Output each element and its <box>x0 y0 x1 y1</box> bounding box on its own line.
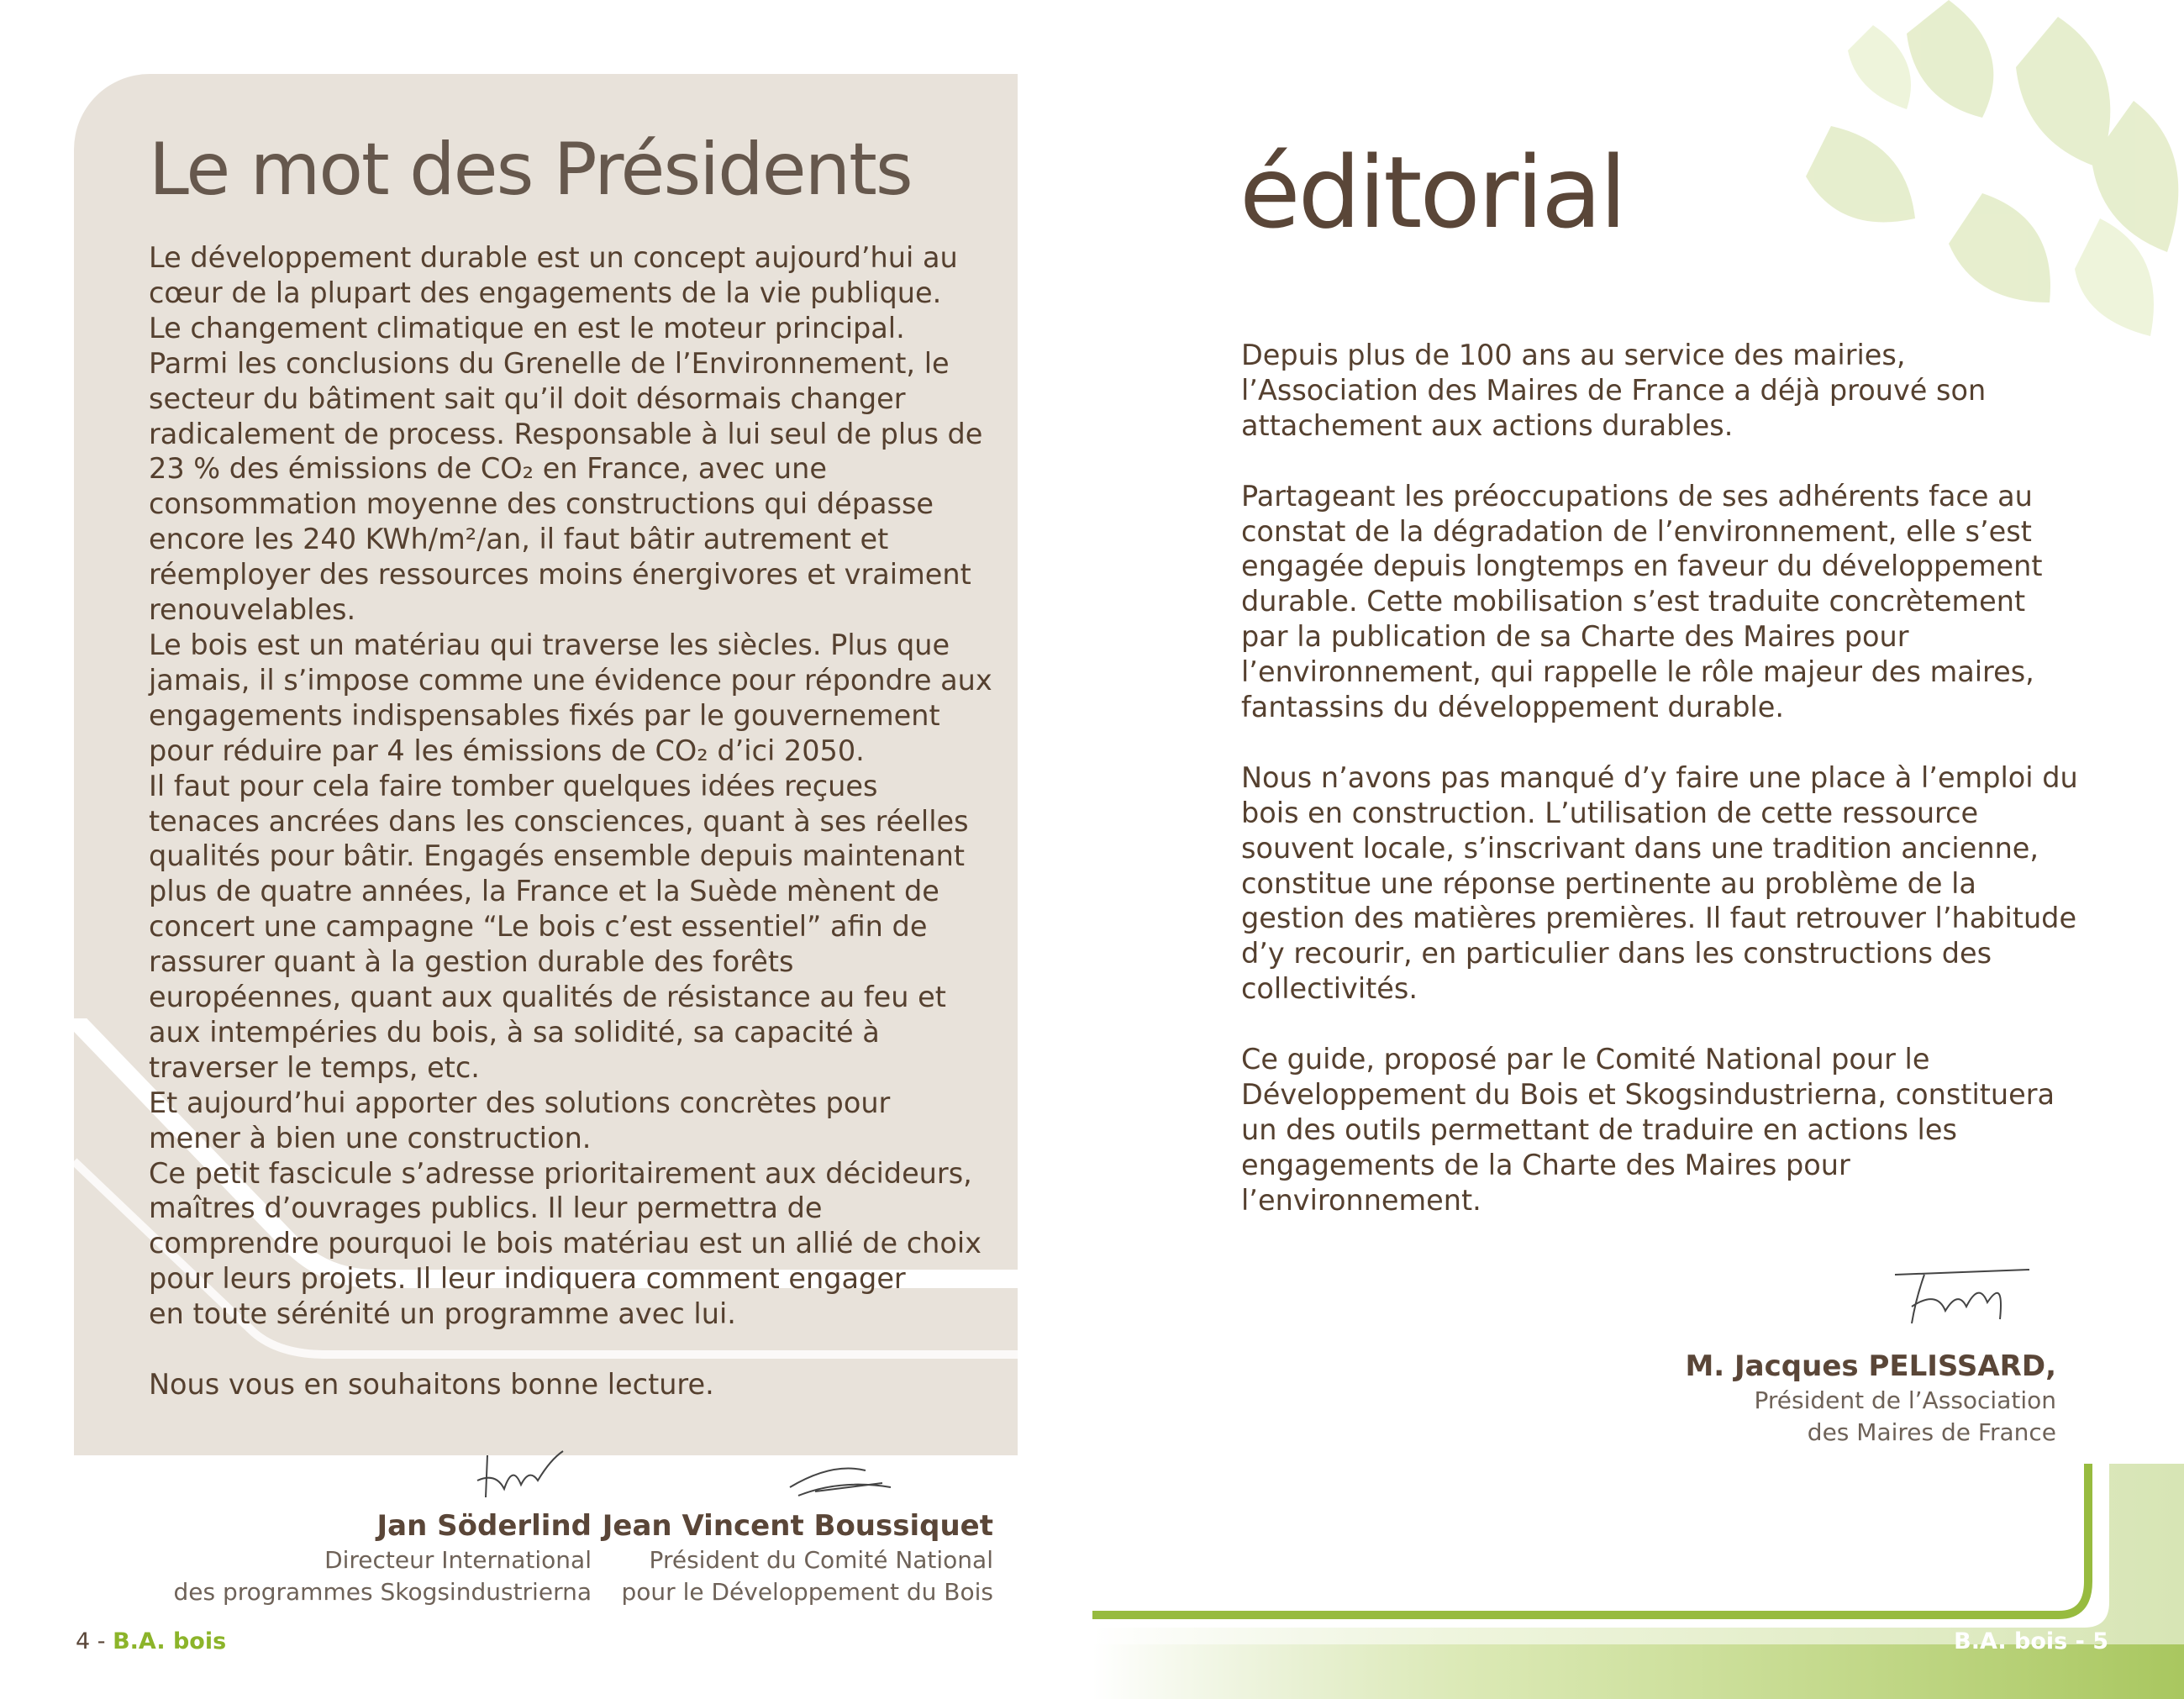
paragraph <box>1241 479 2090 725</box>
folio-brand: B.A. bois <box>113 1628 227 1654</box>
signatory-role: Directeur International <box>324 1546 592 1574</box>
text-line: un des outils permettant de traduire en actions les <box>1241 1113 1957 1146</box>
text-line: gestion des matières premières. Il faut retrouver l’habitude <box>1241 902 2077 935</box>
text-line: d’y recourir, en particulier dans les constructions des <box>1241 937 1992 970</box>
text-line: pour réduire par 4 les émissions de CO₂ d’ici 2050. <box>149 734 865 767</box>
text-line: durable. Cette mobilisation s’est traduite concrètement <box>1241 585 2026 618</box>
signatory-role: Président de l’Association <box>1754 1386 2056 1414</box>
text-line: européennes, quant aux qualités de résistance au feu et <box>149 981 946 1014</box>
text-line: rassurer quant à la gestion durable des forêts <box>149 945 794 979</box>
editorial-text <box>1241 338 2090 1254</box>
text-line: comprendre pourquoi le bois matériau est un allié de choix <box>149 1227 981 1260</box>
signature-pelissard <box>1887 1265 2038 1328</box>
text-line: constat de la dégradation de l’environnement, elle s’est <box>1241 514 2032 548</box>
text-line: tenaces ancrées dans les consciences, quant à ses réelles <box>149 804 969 838</box>
text-line: pour leurs projets. Il leur indiquera comment engager <box>149 1262 906 1296</box>
page-number: 4 - <box>76 1628 113 1654</box>
leaves-decoration <box>1663 0 2184 353</box>
paragraph <box>149 240 992 1332</box>
text-line: secteur du bâtiment sait qu’il doit désormais changer <box>149 381 906 415</box>
signatory-soderlind <box>155 1507 592 1608</box>
text-line: engagements indispensables fixés par le gouvernement <box>149 698 940 732</box>
signatory-role: des programmes Skogsindustrierna <box>173 1578 592 1606</box>
text-line: Depuis plus de 100 ans au service des mairies, <box>1241 339 1906 371</box>
page-number: - 5 <box>2067 1628 2108 1654</box>
text-line: Ce guide, proposé par le Comité National pour le <box>1241 1043 1930 1076</box>
page-title: Le mot des Présidents <box>149 128 912 212</box>
text-line: constitue une réponse pertinente au problème de la <box>1241 866 1976 900</box>
text-line: encore les 240 KWh/m²/an, il faut bâtir autrement et <box>149 523 889 556</box>
text-line: l’environnement, qui rappelle le rôle majeur des maires, <box>1241 655 2034 689</box>
right-page <box>1092 0 2184 1699</box>
signatory-name: M. Jacques PELISSARD, <box>1685 1349 2056 1383</box>
text-line: plus de quatre années, la France et la Suède mènent de <box>149 875 939 908</box>
text-line: engagements de la Charte des Maires pour <box>1241 1148 1850 1181</box>
text-line: Développement du Bois et Skogsindustrierna, constituera <box>1241 1077 2055 1111</box>
page-title: éditorial <box>1239 134 1625 250</box>
text-line: cœur de la plupart des engagements de la vie publique. <box>149 276 942 309</box>
text-line: fantassins du développement durable. <box>1241 691 1785 724</box>
signature-boussiquet <box>782 1454 899 1504</box>
text-line: consommation moyenne des constructions qui dépasse <box>149 487 934 521</box>
text-line: réemployer des ressources moins énergivores et vraiment <box>149 558 971 592</box>
text-line: collectivités. <box>1241 972 1418 1006</box>
text-line: engagée depuis longtemps en faveur du développement <box>1241 550 2043 583</box>
presidents-text <box>149 240 992 1402</box>
text-line: jamais, il s’impose comme une évidence pour répondre aux <box>149 663 992 697</box>
text-line: concert une campagne “Le bois c’est essentiel” afin de <box>149 910 928 944</box>
signatory-name: Jean Vincent Boussiquet <box>602 1509 993 1543</box>
text-line: Nous vous en souhaitons bonne lecture. <box>149 1368 714 1402</box>
signatory-name: Jan Söderlind <box>376 1509 592 1543</box>
text-line: bois en construction. L’utilisation de cette ressource <box>1241 796 1979 829</box>
text-line: par la publication de sa Charte des Maires pour <box>1241 620 1909 654</box>
text-line: Le changement climatique en est le moteur principal. <box>149 311 905 345</box>
text-line: l’Association des Maires de France a déjà prouvé son <box>1241 373 1987 407</box>
signatory-role: des Maires de France <box>1807 1418 2056 1446</box>
signatory-role: pour le Développement du Bois <box>621 1578 993 1606</box>
text-line: Nous n’avons pas manqué d’y faire une place à l’emploi du <box>1241 760 2078 794</box>
text-line: traverser le temps, etc. <box>149 1050 480 1084</box>
green-band <box>1092 1464 2184 1699</box>
text-line: Il faut pour cela faire tomber quelques idées reçues <box>149 769 878 802</box>
paragraph <box>1241 760 2090 1007</box>
text-line: l’environnement. <box>1241 1183 1481 1217</box>
text-line: Parmi les conclusions du Grenelle de l’Environnement, le <box>149 346 950 380</box>
folio-left <box>76 1628 226 1654</box>
text-line: renouvelables. <box>149 593 356 627</box>
signatory-boussiquet <box>556 1507 993 1608</box>
text-line: Le bois est un matériau qui traverse les siècles. Plus que <box>149 628 950 661</box>
text-line: 23 % des émissions de CO₂ en France, avec une <box>149 452 827 486</box>
text-line: souvent locale, s’inscrivant dans une tradition ancienne, <box>1241 831 2039 865</box>
paragraph <box>1241 1042 2090 1218</box>
text-line: attachement aux actions durables. <box>1241 408 1734 442</box>
folio-brand: B.A. bois <box>1954 1628 2068 1654</box>
signatory-role: Président du Comité National <box>649 1546 993 1574</box>
signature-soderlind <box>471 1447 571 1506</box>
text-line: qualités pour bâtir. Engagés ensemble depuis maintenant <box>149 839 966 873</box>
paragraph <box>1241 338 2090 444</box>
text-line: Et aujourd’hui apporter des solutions concrètes pour <box>149 1086 891 1119</box>
text-line: radicalement de process. Responsable à lui seul de plus de <box>149 417 983 450</box>
text-line: Partageant les préoccupations de ses adhérents face au <box>1241 479 2033 513</box>
text-line: maîtres d’ouvrages publics. Il leur permettra de <box>149 1191 823 1225</box>
text-line: en toute sérénité un programme avec lui. <box>149 1297 736 1331</box>
text-line: mener à bien une construction. <box>149 1121 592 1155</box>
folio-right <box>1954 1628 2108 1654</box>
text-line: aux intempéries du bois, à sa solidité, sa capacité à <box>149 1015 880 1049</box>
text-line: Ce petit fascicule s’adresse prioritairement aux décideurs, <box>149 1156 972 1190</box>
text-line: Le développement durable est un concept aujourd’hui au <box>149 241 958 274</box>
signatory-pelissard <box>1552 1348 2056 1449</box>
paragraph <box>149 1367 981 1402</box>
